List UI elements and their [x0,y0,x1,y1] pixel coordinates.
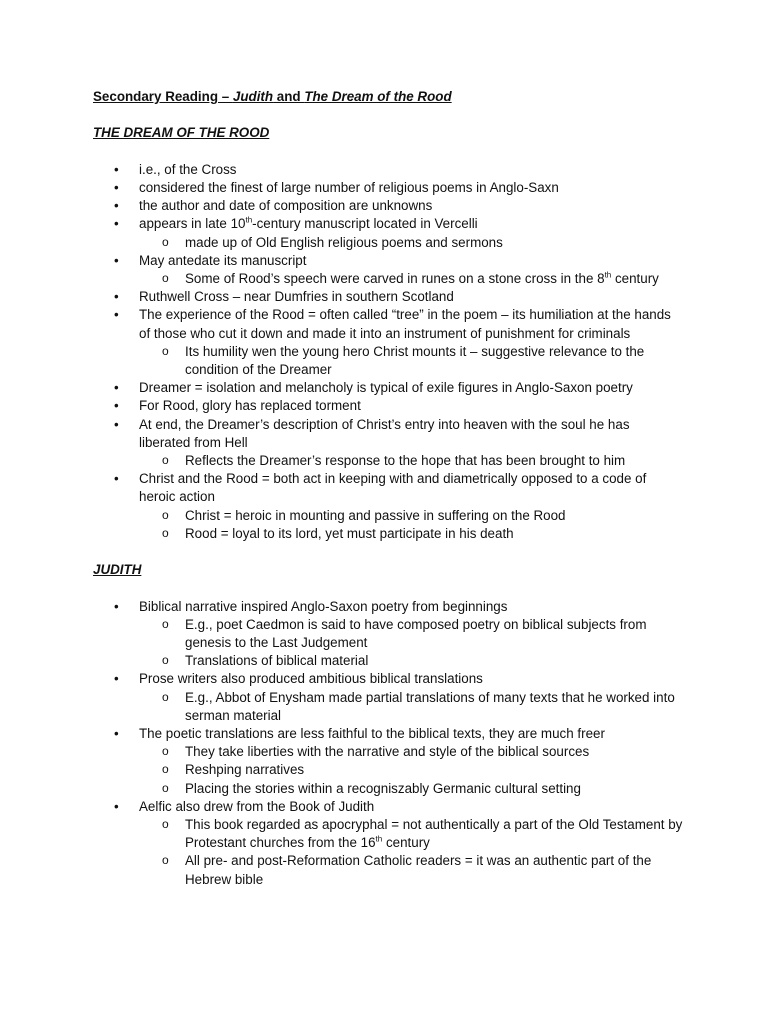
list-item: • The poetic translations are less faithful to the biblical texts, they are much freer [93,725,683,743]
ordinal-superscript: th [604,270,612,280]
section-heading-judith: JUDITH [93,562,142,578]
list-item-text: appears in late 10 [139,216,246,232]
sub-list-item: o Its humility wen the young hero Christ mounts it – suggestive relevance to the condition of the Dreamer [93,343,683,379]
sub-list-item: o Rood = loyal to its lord, yet must participate in his death [93,525,683,543]
sub-list-item [93,816,683,852]
list-item: • Ruthwell Cross – near Dumfries in southern Scotland [93,288,683,306]
spacer [93,106,683,124]
sub-list-item: o Reflects the Dreamer’s response to the hope that has been brought to him [93,452,683,470]
sub-list-item: o Translations of biblical material [93,652,683,670]
section-heading-rood: THE DREAM OF THE ROOD [93,125,270,141]
sub-list-item: o E.g., Abbot of Enysham made partial translations of many texts that he worked into serman material [93,689,683,725]
spacer [93,543,683,561]
list-item: • Dreamer = isolation and melancholy is typical of exile figures in Anglo-Saxon poetry [93,379,683,397]
title-prefix: Secondary Reading – [93,89,233,104]
spacer [93,579,683,597]
ordinal-superscript: th [375,834,383,844]
list-item-text: -century manuscript located in Vercelli [252,216,478,232]
spacer [93,143,683,161]
list-item [93,215,683,233]
list-item-text: century [611,271,659,286]
list-item: • Prose writers also produced ambitious biblical translations [93,670,683,688]
sub-list-item: o Reshping narratives [93,761,683,779]
list-item-text: century [382,835,430,851]
list-item: • At end, the Dreamer’s description of Christ’s entry into heaven with the soul he has liberated from Hell [93,416,683,452]
list-item: • Biblical narrative inspired Anglo-Saxon poetry from beginnings [93,598,683,616]
list-item: • i.e., of the Cross [93,161,683,179]
document-title [93,88,683,106]
sub-list-item: o All pre- and post-Reformation Catholic readers = it was an authentic part of the Hebrew bible [93,852,683,888]
sub-list-item: o They take liberties with the narrative and style of the biblical sources [93,743,683,761]
list-item: • the author and date of composition are unknowns [93,197,683,215]
title-work-rood: The Dream of the Rood [304,89,452,104]
list-item: • The experience of the Rood = often called “tree” in the poem – its humiliation at the hands of those who cut it down and made it into an instrument of punishment for criminals [93,306,683,342]
ordinal-superscript: th [245,215,253,225]
sub-list-item: o Christ = heroic in mounting and passive in suffering on the Rood [93,507,683,525]
document-body [93,88,683,889]
sub-list-item: o E.g., poet Caedmon is said to have composed poetry on biblical subjects from genesis to the Last Judgement [93,616,683,652]
list-item: • For Rood, glory has replaced torment [93,397,683,415]
sub-list-item: o Placing the stories within a recogniszably Germanic cultural setting [93,780,683,798]
list-item: • considered the finest of large number of religious poems in Anglo-Saxn [93,179,683,197]
title-connector: and [273,89,305,104]
sub-list-item: o made up of Old English religious poems and sermons [93,234,683,252]
sub-list-item [93,270,683,288]
list-item: • Christ and the Rood = both act in keeping with and diametrically opposed to a code of heroic action [93,470,683,506]
list-item: • May antedate its manuscript [93,252,683,270]
bullet-list-judith [93,598,683,889]
list-item-text: This book regarded as apocryphal = not authentically a part of the Old Testament by Protestant churches from the 16 [185,817,683,851]
title-work-judith: Judith [232,89,274,104]
bullet-list-rood [93,161,683,543]
list-item: • Aelfic also drew from the Book of Judith [93,798,683,816]
list-item-text: Some of Rood’s speech were carved in runes on a stone cross in the 8 [185,271,605,286]
